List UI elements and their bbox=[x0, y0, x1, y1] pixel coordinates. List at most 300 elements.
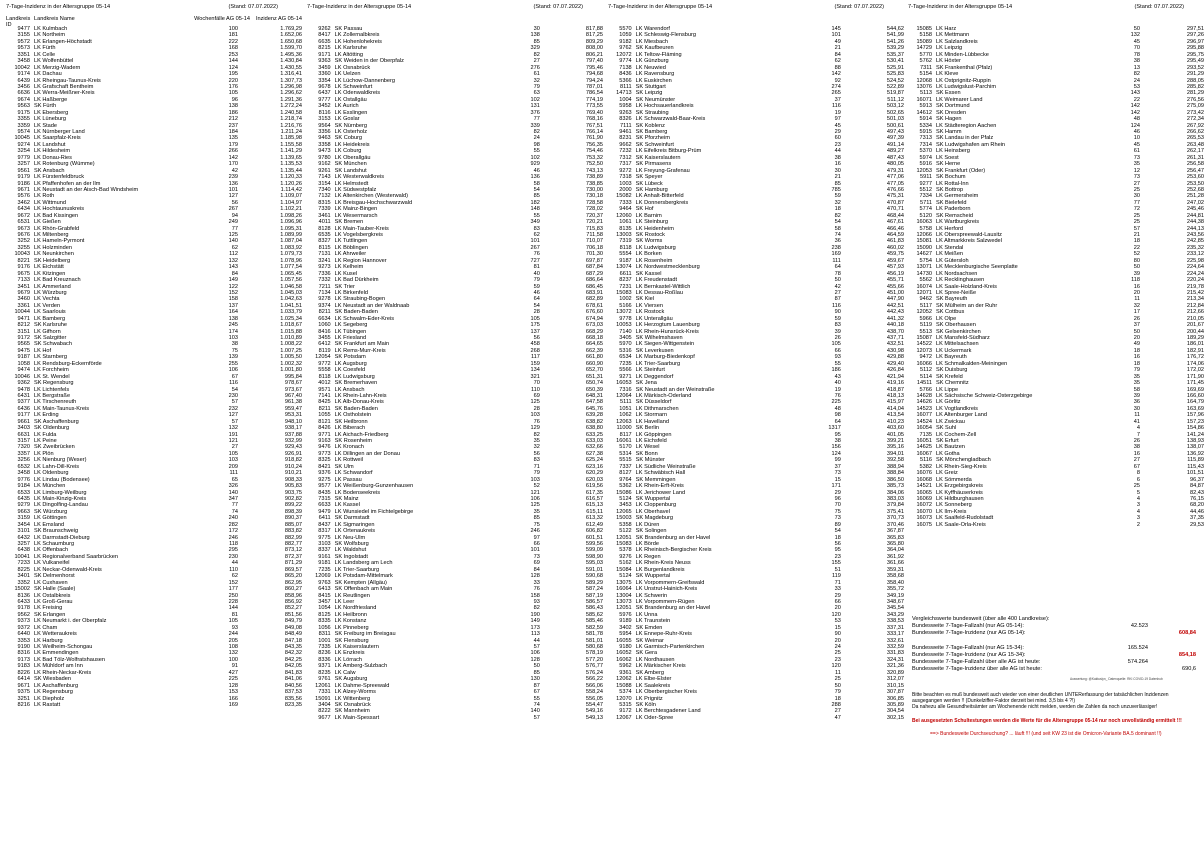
landkreis-name-cell: LK Altenburger Land bbox=[936, 412, 988, 419]
landkreis-name-cell: LK München bbox=[34, 483, 66, 490]
wochenfaelle-cell: 228 bbox=[228, 598, 238, 605]
inzidenz-cell: 738,85 bbox=[585, 180, 603, 187]
wochenfaelle-cell: 25 bbox=[834, 676, 841, 683]
wochenfaelle-cell: 124 bbox=[1130, 122, 1140, 129]
landkreis-id-cell: 8211 bbox=[318, 405, 331, 412]
landkreis-name-cell: LK Landshut bbox=[34, 141, 66, 148]
inzidenz-cell: 591,01 bbox=[585, 566, 603, 573]
landkreis-name-cell: LK Mecklenburgische Seenplatte bbox=[936, 264, 1018, 271]
wochenfaelle-cell: 49 bbox=[1133, 341, 1140, 348]
inzidenz-cell: 661,80 bbox=[585, 354, 603, 361]
inzidenz-cell: 674,94 bbox=[585, 315, 603, 322]
landkreis-id-cell: 5112 bbox=[919, 367, 932, 374]
landkreis-id-cell: 2000 bbox=[619, 186, 632, 193]
inzidenz-cell: 711,58 bbox=[586, 232, 603, 238]
inzidenz-cell: 295,75 bbox=[1186, 51, 1204, 58]
wochenfaelle-cell: 785 bbox=[831, 186, 841, 193]
landkreis-name-cell: LK Neustadt an der Aisch-Bad Windsheim bbox=[34, 186, 139, 193]
inzidenz-cell: 938,17 bbox=[284, 425, 302, 432]
landkreis-name-cell: SK Emden bbox=[635, 624, 663, 631]
landkreis-id-cell: 8327 bbox=[318, 238, 331, 245]
inzidenz-cell: 461,83 bbox=[886, 238, 904, 245]
wochenfaelle-cell: 159 bbox=[530, 360, 540, 367]
inzidenz-cell: 769,40 bbox=[585, 109, 603, 116]
landkreis-name-cell: SK Wolfsburg bbox=[334, 541, 369, 547]
wochenfaelle-cell: 130 bbox=[530, 676, 540, 683]
landkreis-id-cell: 15083 bbox=[616, 541, 632, 547]
wochenfaelle-cell: 118 bbox=[1131, 277, 1140, 284]
landkreis-name-cell: LK Tuttlingen bbox=[334, 238, 368, 245]
wochenfaelle-cell: 103 bbox=[228, 457, 238, 464]
inzidenz-cell: 953,31 bbox=[284, 412, 302, 419]
wochenfaelle-cell: 149 bbox=[530, 618, 540, 625]
wochenfaelle-cell: 85 bbox=[533, 38, 540, 45]
landkreis-name-cell: LK Lüchow-Dannenberg bbox=[334, 77, 396, 84]
landkreis-id-cell: 13076 bbox=[916, 83, 932, 90]
wochenfaelle-cell: 237 bbox=[228, 122, 238, 129]
inzidenz-cell: 500,61 bbox=[886, 122, 904, 129]
inzidenz-cell: 370,46 bbox=[886, 521, 904, 528]
landkreis-id-cell: 8437 bbox=[318, 521, 331, 528]
landkreis-name-cell: LK Zollernalbkreis bbox=[334, 32, 380, 39]
wochenfaelle-cell: 59 bbox=[533, 283, 540, 290]
summary-label: Bundesweite 7-Tage-Fallzahl (nur AG 05-14): bbox=[912, 623, 1024, 630]
landkreis-name-cell: LK Mansfeld-Südharz bbox=[936, 335, 990, 341]
inzidenz-cell: 612,49 bbox=[585, 521, 603, 528]
landkreis-id-cell: 5916 bbox=[919, 161, 932, 168]
landkreis-name-cell: LK Meißen bbox=[936, 251, 964, 258]
landkreis-id-cell: 13072 bbox=[616, 309, 632, 316]
landkreis-name-cell: LK Landsberg am Lech bbox=[334, 560, 393, 567]
inzidenz-cell: 871,29 bbox=[284, 560, 302, 567]
landkreis-id-cell: 5366 bbox=[619, 77, 632, 84]
landkreis-id-cell: 8135 bbox=[619, 225, 632, 232]
landkreis-name-cell: SK Bonn bbox=[635, 450, 658, 457]
landkreis-name-cell: LK Jerichower Land bbox=[635, 489, 686, 496]
landkreis-name-cell: SK Leverkusen bbox=[635, 347, 674, 354]
inzidenz-cell: 678,61 bbox=[585, 302, 603, 309]
inzidenz-cell: 566,22 bbox=[585, 676, 603, 683]
landkreis-id-cell: 3404 bbox=[318, 701, 331, 708]
landkreis-id-cell: 1060 bbox=[318, 322, 331, 329]
landkreis-id-cell: 1054 bbox=[318, 605, 331, 612]
landkreis-id-cell: 16051 bbox=[916, 438, 932, 444]
wochenfaelle-cell: 27 bbox=[834, 289, 841, 296]
wochenfaelle-cell: 74 bbox=[231, 508, 238, 515]
table-rows bbox=[908, 26, 1204, 528]
landkreis-name-cell: LK Miesbach bbox=[635, 38, 669, 45]
landkreis-id-cell: 7334 bbox=[919, 193, 932, 200]
landkreis-name-cell: LK Märkisch-Oderland bbox=[635, 392, 692, 399]
inzidenz-cell: 305,89 bbox=[886, 701, 904, 708]
wochenfaelle-cell: 128 bbox=[228, 682, 238, 689]
landkreis-name-cell: SK Frankenthal (Pfalz) bbox=[936, 64, 993, 71]
landkreis-id-cell: 10045 bbox=[14, 135, 30, 142]
inzidenz-cell: 171,45 bbox=[1186, 380, 1204, 387]
landkreis-id-cell: 8211 bbox=[318, 309, 331, 316]
wochenfaelle-cell: 55 bbox=[533, 148, 540, 155]
landkreis-id-cell: 9471 bbox=[17, 315, 30, 322]
landkreis-name-cell: LK Rheingau-Taunus-Kreis bbox=[34, 77, 101, 84]
landkreis-name-cell: LK Städteregion Aachen bbox=[936, 122, 997, 129]
wochenfaelle-cell: 172 bbox=[228, 528, 238, 535]
wochenfaelle-cell: 46 bbox=[1133, 129, 1140, 135]
landkreis-name-cell: LK Prignitz bbox=[635, 695, 663, 702]
inzidenz-cell: 754,46 bbox=[585, 148, 603, 155]
wochenfaelle-cell: 41 bbox=[1133, 418, 1140, 425]
wochenfaelle-cell: 88 bbox=[834, 64, 841, 71]
landkreis-name-cell: LK Schwerin bbox=[635, 592, 668, 599]
inzidenz-cell: 842,32 bbox=[284, 650, 302, 657]
wochenfaelle-cell: 90 bbox=[834, 309, 841, 316]
inzidenz-cell: 849,79 bbox=[284, 618, 302, 625]
inzidenz-cell: 967,40 bbox=[284, 392, 302, 399]
inzidenz-cell: 620,03 bbox=[585, 476, 603, 483]
inzidenz-cell: 365,83 bbox=[886, 534, 904, 541]
landkreis-name-cell: SK Mannheim bbox=[334, 708, 370, 715]
wochenfaelle-cell: 54 bbox=[533, 302, 540, 309]
landkreis-id-cell: 3358 bbox=[318, 141, 331, 148]
landkreis-id-cell: 9173 bbox=[17, 656, 30, 663]
landkreis-id-cell: 15086 bbox=[616, 489, 632, 496]
wochenfaelle-cell: 35 bbox=[533, 438, 540, 444]
inzidenz-cell: 766,14 bbox=[585, 129, 603, 135]
wochenfaelle-cell: 103 bbox=[530, 412, 540, 419]
landkreis-name-cell: LK Schleswig-Flensburg bbox=[635, 32, 696, 39]
landkreis-name-cell: LK Region Hannover bbox=[334, 257, 387, 264]
landkreis-name-cell: LK Coburg bbox=[334, 148, 362, 155]
landkreis-name-cell: SK Herne bbox=[936, 161, 961, 168]
wochenfaelle-cell: 329 bbox=[530, 45, 540, 52]
wochenfaelle-cell: 67 bbox=[1133, 463, 1140, 470]
landkreis-name-cell: LK Forchheim bbox=[34, 367, 69, 374]
wochenfaelle-cell: 21 bbox=[834, 45, 841, 52]
inzidenz-cell: 487,43 bbox=[886, 154, 904, 161]
landkreis-name-cell: SK Bamberg bbox=[635, 129, 668, 135]
stand-date: (Stand: 07.07.2022) bbox=[834, 4, 884, 10]
landkreis-id-cell: 12069 bbox=[315, 573, 331, 580]
landkreis-name-cell: LK Bamberg bbox=[34, 315, 66, 322]
inzidenz-cell: 429,88 bbox=[886, 354, 904, 361]
landkreis-id-cell: 8435 bbox=[318, 489, 331, 496]
landkreis-id-cell: 1003 bbox=[619, 180, 632, 187]
inzidenz-cell: 138,07 bbox=[1186, 444, 1204, 451]
landkreis-id-cell: 9673 bbox=[17, 225, 30, 232]
landkreis-id-cell: 1051 bbox=[619, 405, 632, 412]
landkreis-id-cell: 9180 bbox=[619, 644, 632, 650]
inzidenz-cell: 585,62 bbox=[585, 611, 603, 618]
inzidenz-cell: 266,62 bbox=[1186, 129, 1204, 135]
inzidenz-cell: 541,99 bbox=[886, 32, 904, 39]
inzidenz-cell: 1.002,32 bbox=[280, 360, 302, 367]
landkreis-name-cell: LK Göppingen bbox=[635, 431, 672, 438]
landkreis-id-cell: 12054 bbox=[315, 354, 331, 361]
inzidenz-cell: 1.087,04 bbox=[280, 238, 302, 245]
landkreis-name-cell: SK Bottrop bbox=[936, 186, 964, 193]
wochenfaelle-cell: 427 bbox=[228, 669, 238, 676]
inzidenz-cell: 44,46 bbox=[1190, 508, 1204, 515]
wochenfaelle-cell: 170 bbox=[228, 161, 238, 168]
inzidenz-cell: 937,88 bbox=[284, 431, 302, 438]
inzidenz-cell: 430,98 bbox=[886, 347, 904, 354]
wochenfaelle-cell: 101 bbox=[530, 547, 540, 554]
landkreis-name-cell: LK Günzburg bbox=[635, 58, 669, 65]
landkreis-id-cell: 6435 bbox=[17, 495, 30, 502]
inzidenz-cell: 262,17 bbox=[1186, 148, 1204, 155]
inzidenz-cell: 730,18 bbox=[585, 193, 603, 200]
wochenfaelle-cell: 38 bbox=[834, 438, 841, 444]
inzidenz-cell: 1.135,53 bbox=[280, 161, 302, 168]
landkreis-id-cell: 15081 bbox=[916, 238, 932, 245]
wochenfaelle-cell: 101 bbox=[228, 186, 238, 193]
wochenfaelle-cell: 33 bbox=[834, 586, 841, 593]
wochenfaelle-cell: 40 bbox=[834, 380, 841, 387]
inzidenz-cell: 650,39 bbox=[585, 386, 603, 393]
inzidenz-cell: 586,43 bbox=[585, 605, 603, 612]
wochenfaelle-cell: 93 bbox=[834, 354, 841, 361]
inzidenz-cell: 1.185,98 bbox=[280, 135, 302, 142]
inzidenz-cell: 1.018,67 bbox=[280, 322, 302, 329]
inzidenz-cell: 297,26 bbox=[1186, 32, 1204, 39]
wochenfaelle-cell: 106 bbox=[530, 650, 540, 657]
landkreis-name-cell: SK Cottbus bbox=[936, 309, 965, 316]
wochenfaelle-cell: 58 bbox=[1133, 386, 1140, 393]
landkreis-name-cell: LK Germersheim bbox=[936, 193, 979, 200]
landkreis-name-cell: LK Havelland bbox=[635, 418, 669, 425]
inzidenz-cell: 288,05 bbox=[1186, 77, 1204, 84]
landkreis-id-cell: 9172 bbox=[619, 708, 632, 715]
landkreis-id-cell: 9271 bbox=[619, 373, 632, 380]
table-rows bbox=[608, 26, 904, 721]
landkreis-name-cell: SK Oldenburg bbox=[34, 425, 70, 432]
landkreis-id-cell: 9561 bbox=[17, 167, 30, 174]
landkreis-name-cell: LK Lippe bbox=[936, 386, 959, 393]
landkreis-id-cell: 9362 bbox=[17, 380, 30, 387]
inzidenz-cell: 385,73 bbox=[886, 483, 904, 490]
landkreis-name-cell: LK Regen bbox=[635, 553, 661, 560]
landkreis-name-cell: SK Bayreuth bbox=[936, 296, 968, 303]
table-row bbox=[608, 715, 904, 721]
inzidenz-cell: 535,37 bbox=[886, 51, 904, 58]
wochenfaelle-cell: 8 bbox=[1136, 470, 1140, 477]
inzidenz-cell: 235,32 bbox=[1186, 244, 1204, 251]
inzidenz-cell: 601,51 bbox=[585, 534, 603, 541]
landkreis-id-cell: 8316 bbox=[17, 650, 30, 657]
landkreis-name-cell: LK Starnberg bbox=[34, 354, 67, 361]
inzidenz-cell: 1.007,25 bbox=[280, 347, 302, 354]
landkreis-id-cell: 7336 bbox=[318, 270, 331, 277]
inzidenz-cell: 281,29 bbox=[1186, 90, 1204, 97]
wochenfaelle-cell: 116 bbox=[831, 302, 841, 309]
wochenfaelle-cell: 84 bbox=[834, 51, 841, 58]
inzidenz-cell: 470,71 bbox=[886, 206, 904, 213]
wochenfaelle-cell: 265 bbox=[831, 90, 841, 97]
inzidenz-cell: 883,82 bbox=[284, 528, 302, 535]
summary-value: 690,6 bbox=[1182, 666, 1196, 673]
landkreis-id-cell: 5124 bbox=[619, 495, 632, 502]
landkreis-name-cell: LK Waldshut bbox=[334, 547, 367, 554]
wochenfaelle-cell: 50 bbox=[834, 682, 841, 689]
inzidenz-cell: 587,19 bbox=[585, 592, 603, 599]
inzidenz-cell: 841,06 bbox=[284, 676, 302, 683]
wochenfaelle-cell: 71 bbox=[834, 579, 841, 586]
wochenfaelle-cell: 74 bbox=[533, 701, 540, 708]
inzidenz-cell: 525,83 bbox=[886, 71, 904, 78]
landkreis-id-cell: 16073 bbox=[916, 515, 932, 522]
inzidenz-cell: 455,71 bbox=[886, 277, 904, 284]
landkreis-id-cell: 9564 bbox=[318, 122, 331, 129]
landkreis-id-cell: 16052 bbox=[616, 650, 632, 657]
wochenfaelle-cell: 148 bbox=[530, 206, 540, 213]
inzidenz-cell: 794,68 bbox=[585, 71, 603, 78]
wochenfaelle-cell: 83 bbox=[533, 457, 540, 464]
wochenfaelle-cell: 23 bbox=[834, 553, 841, 560]
wochenfaelle-cell: 26 bbox=[834, 335, 841, 341]
landkreis-id-cell: 7134 bbox=[318, 289, 331, 296]
wochenfaelle-cell: 124 bbox=[228, 64, 238, 71]
wochenfaelle-cell: 75 bbox=[834, 508, 841, 515]
wochenfaelle-cell: 132 bbox=[228, 650, 238, 657]
landkreis-id-cell: 9276 bbox=[619, 553, 632, 560]
wochenfaelle-cell: 173 bbox=[530, 624, 540, 631]
landkreis-id-cell: 5913 bbox=[919, 103, 932, 110]
inzidenz-cell: 668,29 bbox=[585, 328, 603, 335]
inzidenz-cell: 361,66 bbox=[886, 560, 904, 567]
wochenfaelle-cell: 245 bbox=[228, 322, 238, 329]
landkreis-name-cell: SK Schwabach bbox=[34, 341, 72, 348]
wochenfaelle-cell: 30 bbox=[1133, 405, 1140, 412]
landkreis-name-cell: LK Nordwestmecklenburg bbox=[635, 264, 700, 271]
wochenfaelle-cell: 169 bbox=[228, 701, 238, 708]
landkreis-id-cell: 3453 bbox=[619, 502, 632, 509]
landkreis-name-cell: LK Straubing-Bogen bbox=[334, 296, 386, 303]
landkreis-name-cell: SK Speyer bbox=[635, 174, 663, 181]
landkreis-name-cell: SK Düsseldorf bbox=[635, 399, 672, 406]
wochenfaelle-cell: 136 bbox=[530, 174, 540, 181]
landkreis-name-cell: LK Grafschaft Bentheim bbox=[34, 83, 94, 90]
landkreis-name-cell: LK Düren bbox=[635, 521, 660, 528]
landkreis-name-cell: SK Berlin bbox=[635, 425, 659, 432]
wochenfaelle-cell: 112 bbox=[229, 251, 238, 258]
landkreis-name-cell: LK Kronach bbox=[334, 444, 364, 451]
landkreis-name-cell: LK Marburg-Biedenkopf bbox=[635, 354, 695, 361]
landkreis-name-cell: SK Darmstadt bbox=[334, 515, 370, 522]
wochenfaelle-cell: 117 bbox=[530, 354, 540, 361]
wochenfaelle-cell: 125 bbox=[228, 232, 238, 238]
inzidenz-cell: 1.296,98 bbox=[280, 83, 302, 90]
landkreis-id-cell: 8311 bbox=[318, 631, 331, 638]
landkreis-name-cell: LK Bodenseekreis bbox=[334, 489, 381, 496]
landkreis-name-cell: LK Traunstein bbox=[635, 618, 671, 625]
landkreis-name-cell: SK Passau bbox=[334, 26, 363, 32]
landkreis-id-cell: 16074 bbox=[916, 283, 932, 290]
inzidenz-cell: 541,26 bbox=[886, 38, 904, 45]
landkreis-name-cell: LK Rhein-Kreis Neuss bbox=[635, 560, 691, 567]
inzidenz-cell: 786,54 bbox=[585, 90, 603, 97]
wochenfaelle-cell: 79 bbox=[533, 83, 540, 90]
inzidenz-cell: 302,15 bbox=[886, 714, 904, 721]
wochenfaelle-cell: 153 bbox=[228, 689, 238, 696]
landkreis-name-cell: LK Eichsfeld bbox=[635, 438, 667, 444]
landkreis-id-cell: 14729 bbox=[916, 45, 932, 52]
wochenfaelle-cell: 12 bbox=[1133, 167, 1140, 174]
landkreis-id-cell: 5954 bbox=[619, 631, 632, 638]
inzidenz-cell: 899,22 bbox=[284, 502, 302, 509]
landkreis-name-cell: LK Görlitz bbox=[936, 399, 961, 406]
landkreis-name-cell: LK Rotenburg (Wümme) bbox=[34, 161, 95, 168]
landkreis-name-cell: LK Göttingen bbox=[34, 515, 67, 522]
inzidenz-cell: 440,18 bbox=[886, 322, 904, 329]
inzidenz-cell: 467,61 bbox=[886, 219, 904, 226]
inzidenz-cell: 882,77 bbox=[284, 541, 302, 547]
wochenfaelle-cell: 37 bbox=[1133, 322, 1140, 329]
landkreis-id-cell: 9571 bbox=[318, 386, 331, 393]
wochenfaelle-cell: 29 bbox=[834, 489, 841, 496]
inzidenz-cell: 660,90 bbox=[585, 360, 603, 367]
landkreis-id-cell: 8426 bbox=[318, 425, 331, 432]
landkreis-id-cell: 13071 bbox=[916, 264, 932, 271]
landkreis-id-cell: 9275 bbox=[318, 476, 331, 483]
landkreis-name-cell: SK Pirmasens bbox=[635, 161, 672, 168]
wochenfaelle-cell: 28 bbox=[533, 405, 540, 412]
wochenfaelle-cell: 142 bbox=[1130, 103, 1140, 110]
landkreis-name-cell: LK Pfaffenhofen an der Ilm bbox=[34, 180, 101, 187]
landkreis-name-cell: LK Sonneberg bbox=[936, 502, 972, 509]
landkreis-id-cell: 9189 bbox=[619, 618, 632, 625]
landkreis-id-cell: 9162 bbox=[318, 161, 331, 168]
landkreis-id-cell: 7333 bbox=[619, 199, 632, 206]
landkreis-id-cell: 5970 bbox=[619, 341, 632, 348]
wochenfaelle-cell: 91 bbox=[231, 663, 238, 670]
inzidenz-cell: 212,66 bbox=[1186, 309, 1204, 316]
inzidenz-cell: 1.155,58 bbox=[280, 141, 302, 148]
wochenfaelle-cell: 105 bbox=[228, 450, 238, 457]
landkreis-id-cell: 4011 bbox=[318, 219, 331, 226]
column-header bbox=[608, 4, 904, 11]
landkreis-name-cell: LK Ortenaukreis bbox=[334, 528, 376, 535]
inzidenz-cell: 873,12 bbox=[284, 547, 302, 554]
landkreis-id-cell: 10043 bbox=[14, 251, 30, 258]
landkreis-name-cell: LK Kulmbach bbox=[34, 26, 68, 32]
wochenfaelle-cell: 56 bbox=[231, 199, 238, 206]
wochenfaelle-cell: 18 bbox=[834, 206, 841, 213]
landkreis-name-cell: SK Lübeck bbox=[635, 180, 663, 187]
landkreis-name-cell: LK Main-Taunus-Kreis bbox=[34, 405, 90, 412]
wochenfaelle-cell: 81 bbox=[231, 611, 238, 618]
landkreis-name-cell: LK Schwarzwald-Baar-Kreis bbox=[635, 116, 706, 123]
inzidenz-cell: 213,34 bbox=[1186, 296, 1204, 303]
landkreis-name-cell: SK Aschaffenburg bbox=[34, 418, 79, 425]
landkreis-name-cell: LK Rhein-Lahn-Kreis bbox=[334, 392, 387, 399]
wochenfaelle-cell: 105 bbox=[228, 618, 238, 625]
inzidenz-cell: 1.077,54 bbox=[280, 264, 302, 271]
landkreis-name-cell: LK Bayreuth bbox=[936, 354, 967, 361]
landkreis-name-cell: LK Borken bbox=[635, 251, 662, 258]
landkreis-id-cell: 14612 bbox=[916, 109, 932, 116]
landkreis-name-cell: LK Stendal bbox=[936, 244, 964, 251]
wochenfaelle-cell: 30 bbox=[533, 26, 540, 32]
landkreis-name-cell: LK Ostprignitz-Ruppin bbox=[936, 77, 991, 84]
inzidenz-cell: 201,67 bbox=[1186, 322, 1204, 329]
landkreis-name-cell: LK Sigmaringen bbox=[334, 521, 375, 528]
landkreis-id-cell: 16075 bbox=[916, 521, 932, 528]
summary-value: 608,84 bbox=[1178, 630, 1196, 637]
wochenfaelle-cell: 78 bbox=[834, 270, 841, 277]
inzidenz-cell: 321,36 bbox=[886, 663, 904, 670]
landkreis-id-cell: 7311 bbox=[919, 64, 932, 71]
landkreis-id-cell: 5119 bbox=[919, 322, 932, 329]
landkreis-name-cell: SK Krefeld bbox=[936, 373, 963, 380]
